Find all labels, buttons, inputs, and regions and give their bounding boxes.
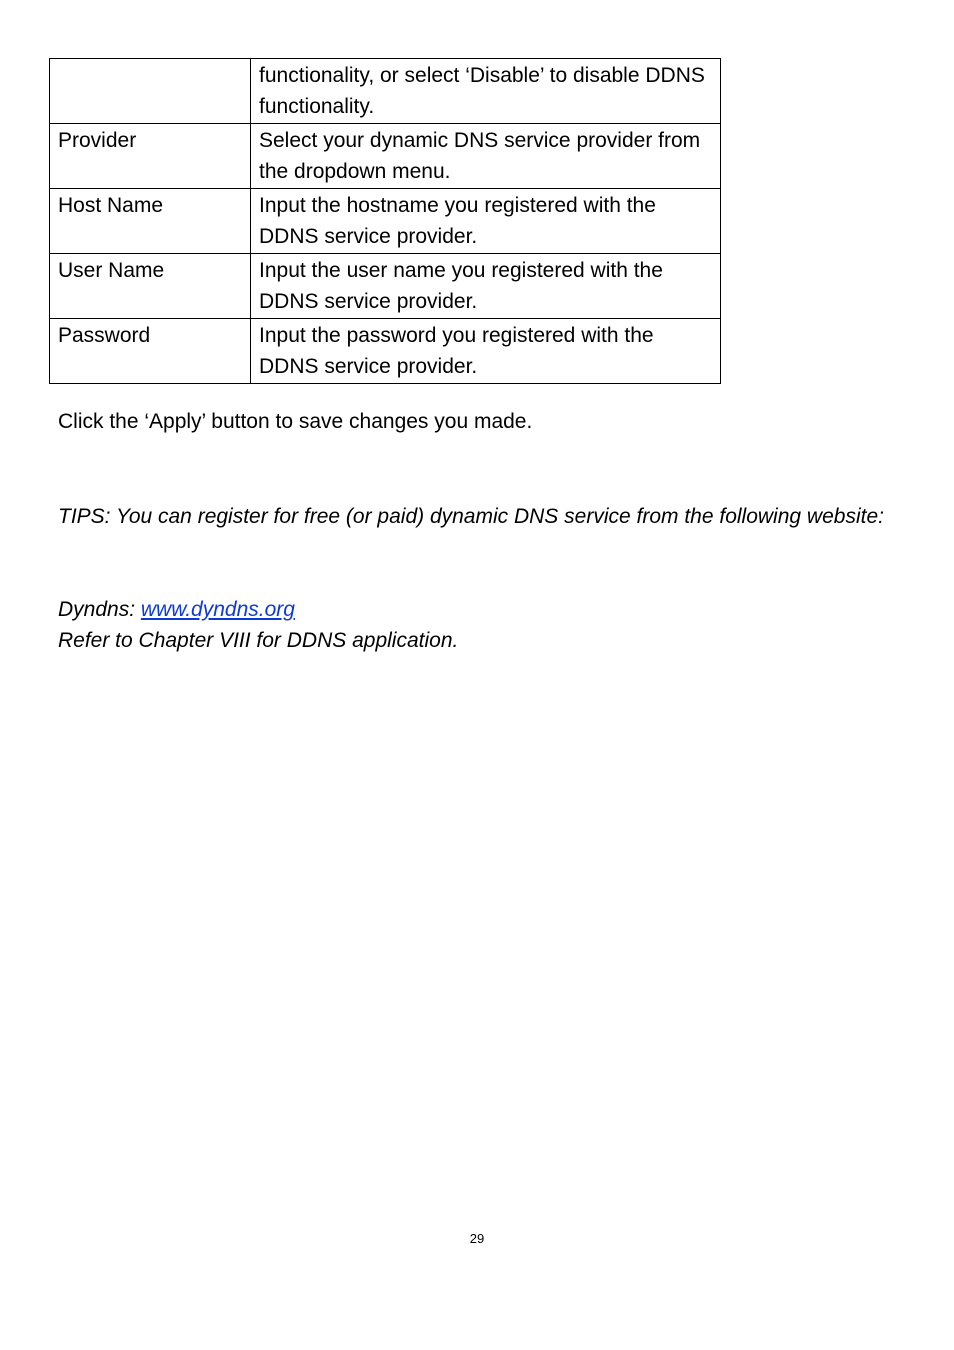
dyndns-line	[58, 594, 295, 625]
parameter-name-cell: Host Name	[50, 189, 251, 254]
parameter-name-cell: User Name	[50, 254, 251, 319]
chapter-reference: Refer to Chapter VIII for DDNS application.	[58, 629, 459, 652]
table-row	[50, 254, 721, 319]
table-row	[50, 319, 721, 384]
parameter-description-cell: Input the password you registered with the DDNS service provider.	[251, 319, 721, 384]
ddns-parameter-table	[49, 58, 721, 384]
table-row	[50, 189, 721, 254]
parameter-description-cell: Input the user name you registered with the DDNS service provider.	[251, 254, 721, 319]
apply-instruction: Click the ‘Apply’ button to save changes you made.	[58, 410, 533, 433]
dyndns-link[interactable]: www.dyndns.org	[140, 598, 295, 621]
dyndns-label: Dyndns:	[58, 598, 141, 621]
parameter-name-cell	[50, 59, 251, 124]
parameter-description-cell: functionality, or select ‘Disable’ to disable DDNS functionality.	[251, 59, 721, 124]
parameter-name-cell: Password	[50, 319, 251, 384]
table-row	[50, 59, 721, 124]
table-row	[50, 124, 721, 189]
parameter-name-cell: Provider	[50, 124, 251, 189]
parameter-description-cell: Input the hostname you registered with the DDNS service provider.	[251, 189, 721, 254]
parameter-description-cell: Select your dynamic DNS service provider from the dropdown menu.	[251, 124, 721, 189]
tips-paragraph: TIPS: You can register for free (or paid) dynamic DNS service from the following website:	[58, 505, 884, 528]
page-number: 29	[469, 1231, 485, 1246]
